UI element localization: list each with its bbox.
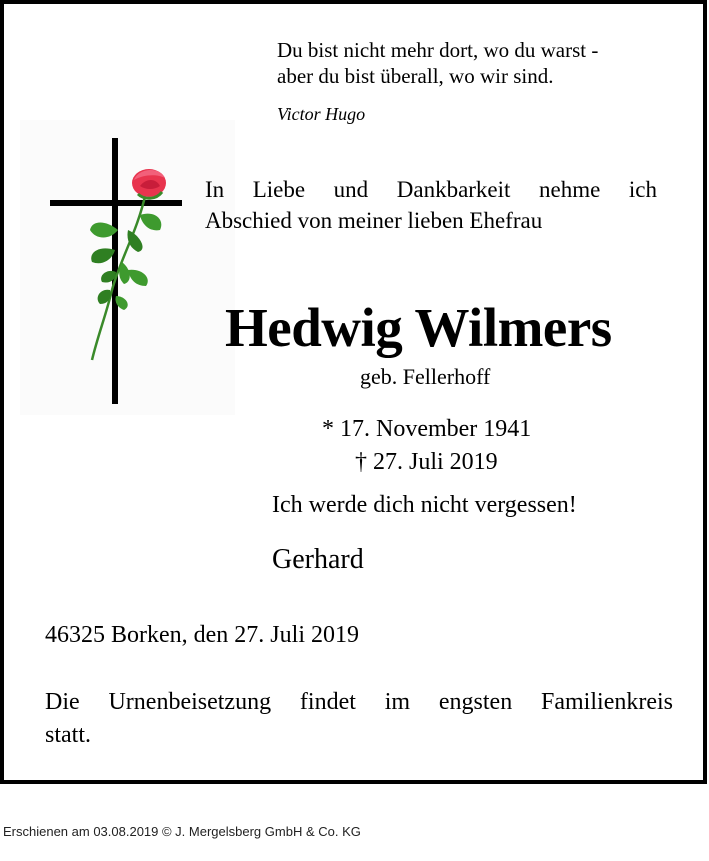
- signer-name: Gerhard: [272, 544, 364, 575]
- intro-text: [205, 174, 657, 236]
- burial-line: statt.: [45, 722, 91, 748]
- burial-line: Die Urnenbeisetzung findet im engsten Familienkreis: [45, 689, 673, 715]
- place-and-date: 46325 Borken, den 27. Juli 2019: [45, 622, 359, 648]
- cross-rose-emblem: [20, 120, 235, 415]
- quote: [277, 37, 598, 89]
- cross-rose-graphic: [20, 120, 235, 415]
- death-date: † 27. Juli 2019: [355, 449, 498, 475]
- burial-notice: [45, 686, 673, 752]
- maiden-name: geb. Fellerhoff: [360, 364, 491, 389]
- quote-author: Victor Hugo: [277, 104, 366, 124]
- quote-line: aber du bist überall, wo wir sind.: [277, 64, 554, 88]
- intro-line: In Liebe und Dankbarkeit nehme ich: [205, 177, 657, 202]
- intro-line: Abschied von meiner lieben Ehefrau: [205, 208, 543, 233]
- deceased-name: Hedwig Wilmers: [225, 297, 612, 358]
- farewell-line: Ich werde dich nicht vergessen!: [272, 492, 577, 518]
- publication-footer: Erschienen am 03.08.2019 © J. Mergelsberg GmbH & Co. KG: [3, 824, 361, 839]
- birth-date: * 17. November 1941: [322, 416, 532, 442]
- quote-line: Du bist nicht mehr dort, wo du warst -: [277, 38, 599, 62]
- rose-icon: [90, 169, 166, 360]
